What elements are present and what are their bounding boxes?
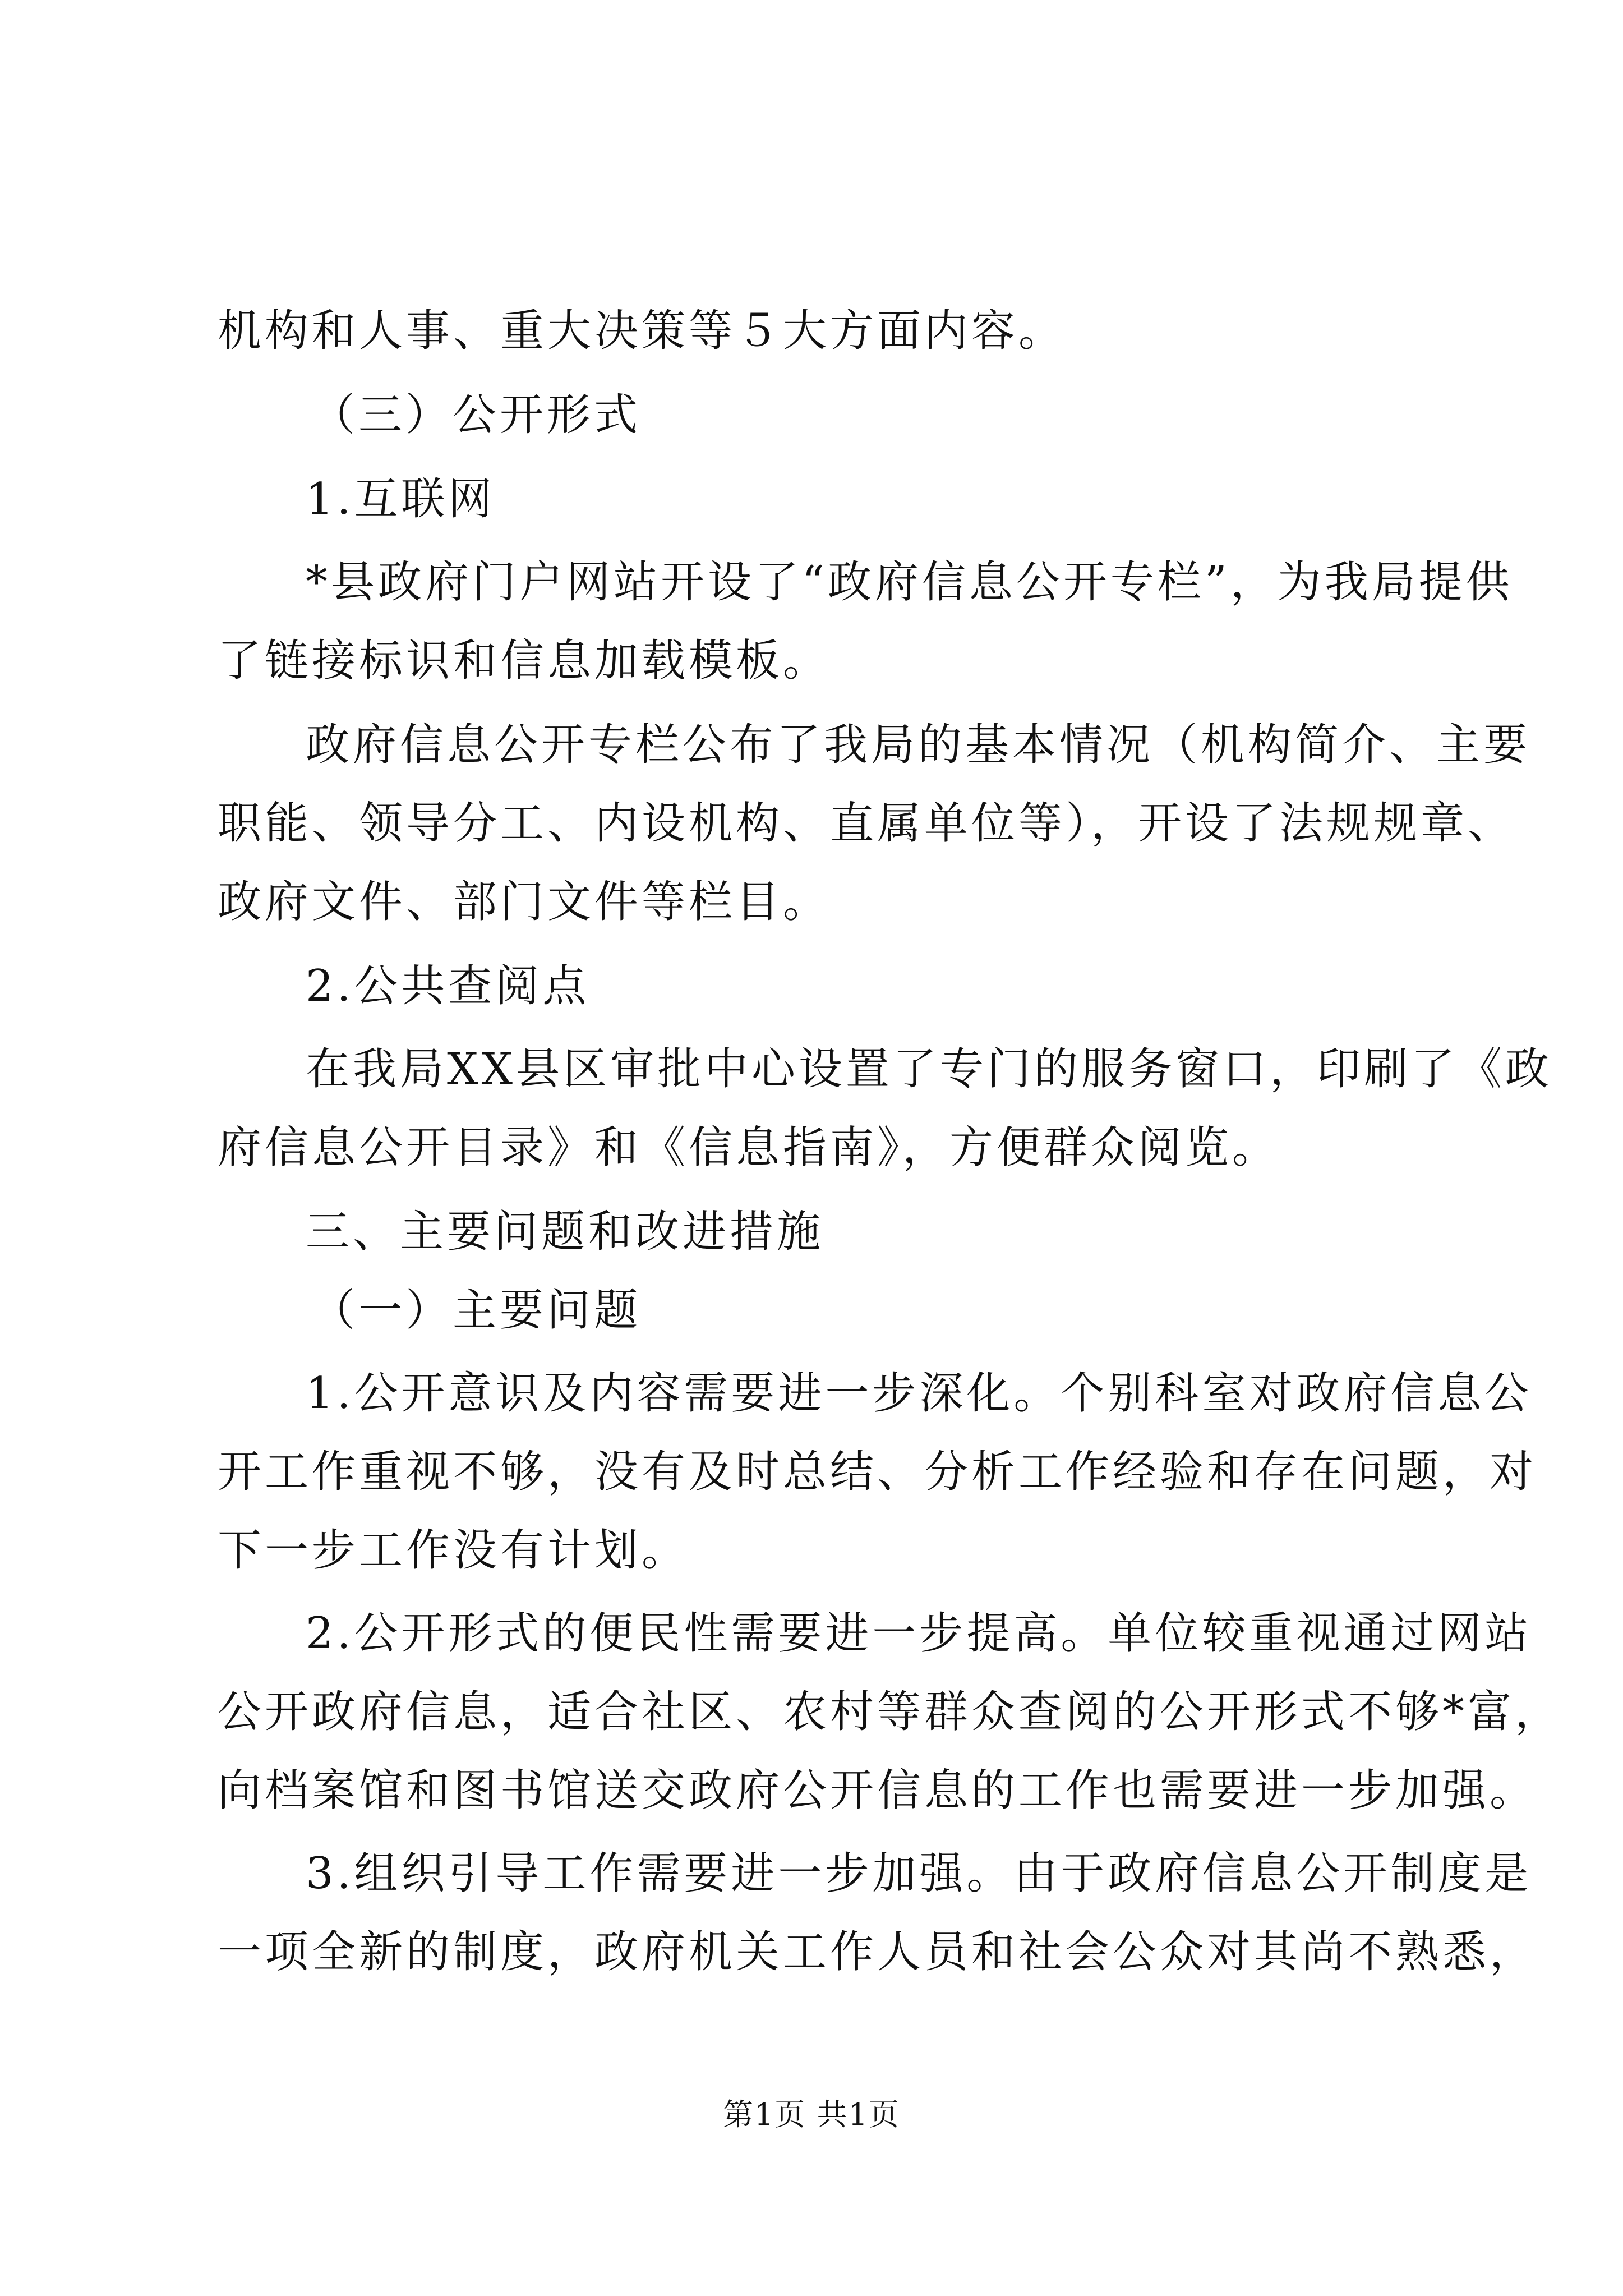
section-heading: 三、主要问题和改进措施 [306,1207,824,1257]
paragraph-line: 公开政府信息，适合社区、农村等群众查阅的公开形式不够*富， [218,1687,1562,1737]
subsection-heading: 2.公共查阅点 [306,961,590,1011]
page-number-footer: 第1页 共1页 [723,2097,900,2132]
paragraph-line: 下一步工作没有计划。 [218,1525,689,1576]
section-heading: （三）公开形式 [311,390,642,440]
paragraph-line: 了链接标识和信息加载模板。 [218,636,831,686]
paragraph-line: 政府文件、部门文件等栏目。 [218,877,831,927]
paragraph-line: 3.组织引导工作需要进一步加强。由于政府信息公开制度是 [306,1848,1532,1899]
paragraph-line: 政府信息公开专栏公布了我局的基本情况（机构简介、主要 [306,720,1531,770]
paragraph-line: 一项全新的制度，政府机关工作人员和社会公众对其尚不熟悉， [218,1927,1537,1977]
paragraph-line: 开工作重视不够，没有及时总结、分析工作经验和存在问题，对 [218,1447,1537,1497]
paragraph-line: 在我局XX县区审批中心设置了专门的服务窗口，印刷了《政 [306,1044,1553,1094]
paragraph-line: 向档案馆和图书馆送交政府公开信息的工作也需要进一步加强。 [218,1765,1537,1816]
paragraph-line: 2.公开形式的便民性需要进一步提高。单位较重视通过网站 [306,1608,1532,1659]
paragraph-line: *县政府门户网站开设了“政府信息公开专栏”，为我局提供 [306,557,1513,608]
paragraph-line: 府信息公开目录》和《信息指南》，方便群众阅览。 [218,1122,1280,1173]
section-heading: （一）主要问题 [311,1285,642,1336]
paragraph-line: 1.公开意识及内容需要进一步深化。个别科室对政府信息公 [306,1368,1532,1419]
paragraph-line: 职能、领导分工、内设机构、直属单位等），开设了法规规章、 [218,798,1515,849]
text-line: 机构和人事、重大决策等５大方面内容。 [218,306,1066,356]
subsection-heading: 1.互联网 [306,474,496,524]
